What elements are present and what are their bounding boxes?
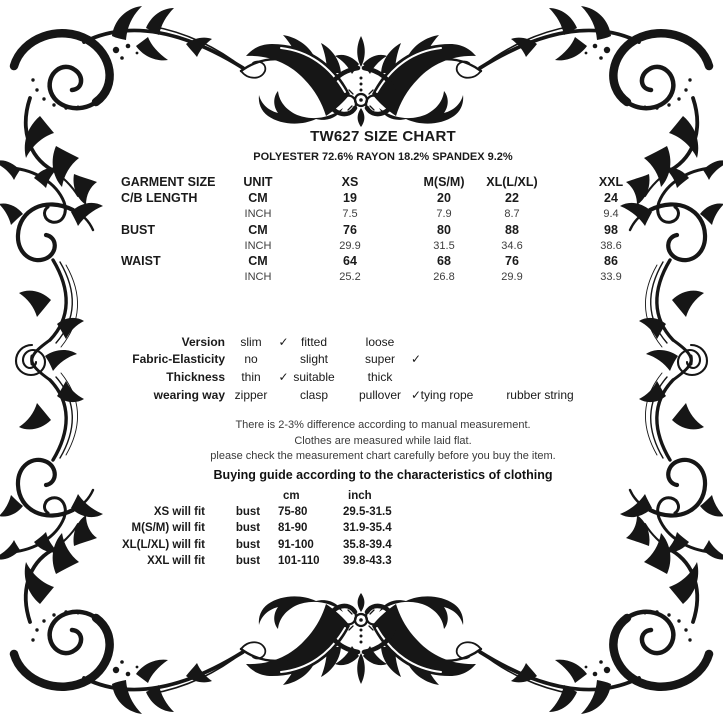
guide-part: bust	[235, 506, 261, 519]
attribute-option	[422, 368, 472, 386]
guide-part: bust	[235, 538, 261, 551]
guide-header-inch: inch	[348, 490, 372, 503]
top-center-ornament	[241, 35, 481, 127]
row-label: BUST	[121, 222, 156, 237]
column-header-xl: XL(L/XL)	[486, 174, 538, 189]
guide-cm-value: 91-100	[278, 538, 314, 551]
value-cell: 29.9	[501, 271, 523, 284]
value-cell: 98	[604, 222, 618, 237]
unit-cell: CM	[248, 254, 268, 269]
dotted-accent	[31, 78, 79, 109]
column-header-unit: UNIT	[243, 174, 273, 189]
attribute-option: slim	[240, 334, 262, 349]
guide-row-label: XS will fit	[153, 506, 205, 519]
attribute-option	[490, 333, 590, 351]
value-cell: 68	[437, 254, 451, 269]
attribute-option: rubber string	[506, 387, 574, 402]
unit-cell: INCH	[244, 207, 272, 220]
check-icon: ✓	[278, 334, 289, 349]
unit-cell: CM	[248, 190, 268, 205]
value-cell: 64	[343, 254, 357, 269]
attribute-option	[490, 351, 590, 369]
spacer	[218, 488, 278, 504]
value-cell: 33.9	[600, 271, 622, 284]
column-header-garment-size: GARMENT SIZE	[121, 174, 216, 189]
page-title: TW627 SIZE CHART	[310, 128, 456, 145]
guide-inch-value: 29.5-31.5	[343, 506, 392, 519]
spacer	[472, 333, 490, 351]
guide-row-label: XL(L/XL) will fit	[121, 538, 205, 551]
attribute-option: slight	[299, 352, 328, 367]
attribute-option: loose	[365, 334, 395, 349]
attribute-option: zipper	[234, 387, 268, 402]
guide-row-label: M(S/M) will fit	[131, 522, 205, 535]
spacer	[338, 333, 350, 351]
value-cell: 38.6	[600, 239, 622, 252]
guide-inch-value: 39.8-43.3	[343, 554, 392, 567]
attribute-option: suitable	[293, 369, 335, 384]
attribute-option: thin	[241, 369, 261, 384]
note-line: Clothes are measured while laid flat.	[294, 434, 472, 447]
fabric-composition: POLYESTER 72.6% RAYON 18.2% SPANDEX 9.2%	[253, 151, 513, 163]
value-cell: 31.5	[433, 239, 455, 252]
guide-part: bust	[235, 554, 261, 567]
attribute-option	[422, 333, 472, 351]
spacer	[338, 386, 350, 404]
spacer	[60, 488, 205, 504]
spacer	[472, 351, 490, 369]
guide-inch-value: 31.9-35.4	[343, 522, 392, 535]
value-cell: 80	[437, 222, 451, 237]
value-cell: 7.9	[436, 207, 452, 220]
leaf-cluster	[25, 116, 97, 205]
check-icon	[277, 386, 290, 404]
attribute-label: Thickness	[166, 369, 225, 384]
attribute-option: no	[244, 352, 258, 367]
guide-inch-value: 35.8-39.4	[343, 538, 392, 551]
value-cell: 86	[604, 254, 618, 269]
guide-cm-value: 81-90	[278, 522, 308, 535]
value-cell: 7.5	[342, 207, 358, 220]
attribute-option	[422, 351, 472, 369]
guide-header-cm: cm	[283, 490, 300, 503]
value-cell: 76	[505, 254, 519, 269]
value-cell: 20	[437, 190, 451, 205]
check-icon	[277, 351, 290, 369]
spacer	[338, 368, 350, 386]
spacer	[338, 351, 350, 369]
value-cell: 26.8	[433, 271, 455, 284]
attribute-option: clasp	[299, 387, 328, 402]
attribute-option: thick	[367, 369, 393, 384]
spacer	[205, 553, 218, 569]
attribute-option: fitted	[300, 334, 327, 349]
value-cell: 25.2	[339, 271, 361, 284]
size-table	[121, 174, 677, 285]
note-line: please check the measurement chart carefully before you buy the item.	[210, 450, 556, 462]
measurement-notes	[133, 418, 633, 483]
guide-part: bust	[235, 522, 261, 535]
value-cell: 22	[505, 190, 519, 205]
spacer	[472, 386, 490, 404]
buying-guide-heading: Buying guide according to the characteristics of clothing	[213, 467, 553, 482]
spacer	[472, 368, 490, 386]
guide-cm-value: 101-110	[278, 554, 320, 567]
attribute-label: Version	[181, 334, 225, 349]
spacer	[205, 520, 218, 536]
row-label	[121, 269, 225, 285]
row-label: WAIST	[121, 254, 161, 269]
dot-cluster	[113, 44, 139, 60]
spacer	[205, 504, 218, 520]
row-label: C/B LENGTH	[121, 190, 198, 205]
attribute-option: tying rope	[420, 387, 474, 402]
check-icon: ✓	[278, 369, 289, 384]
attribute-option	[490, 368, 590, 386]
row-label	[121, 238, 225, 254]
spacer	[205, 488, 218, 504]
row-label	[121, 206, 225, 222]
check-icon	[410, 333, 422, 351]
drop-finial	[358, 108, 365, 127]
value-cell: 29.9	[339, 239, 361, 252]
buying-guide-table	[60, 488, 433, 569]
attribute-option: super	[364, 352, 396, 367]
value-cell: 9.4	[603, 207, 619, 220]
note-line: There is 2-3% difference according to manual measurement.	[235, 419, 531, 431]
attribute-option: pullover	[358, 387, 402, 402]
check-icon	[410, 368, 422, 386]
check-icon: ✓	[410, 352, 422, 367]
attribute-label: wearing way	[153, 387, 225, 402]
guide-cm-value: 75-80	[278, 506, 308, 519]
check-icon: ✓	[410, 387, 422, 402]
value-cell: 34.6	[501, 239, 523, 252]
attributes-table	[0, 333, 590, 403]
value-cell: 88	[505, 222, 519, 237]
column-header-xxl: XXL	[598, 174, 624, 189]
guide-row-label: XXL will fit	[147, 554, 205, 567]
value-cell: 19	[343, 190, 357, 205]
unit-cell: CM	[248, 222, 268, 237]
attribute-label: Fabric-Elasticity	[132, 352, 225, 367]
spacer	[205, 537, 218, 553]
column-header-m: M(S/M)	[423, 174, 465, 189]
value-cell: 76	[343, 222, 357, 237]
unit-cell: INCH	[244, 271, 272, 284]
column-header-xs: XS	[341, 174, 359, 189]
value-cell: 24	[604, 190, 618, 205]
unit-cell: INCH	[244, 239, 272, 252]
value-cell: 8.7	[504, 207, 520, 220]
